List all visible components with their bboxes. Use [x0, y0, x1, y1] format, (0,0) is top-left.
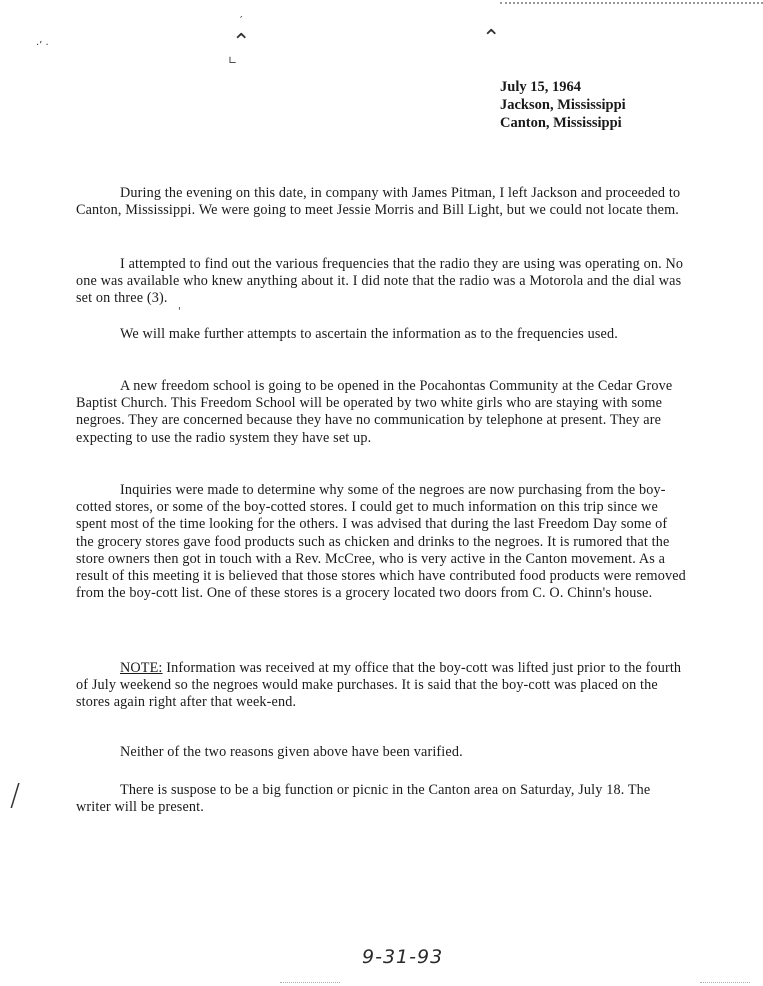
- note-paragraph: [76, 660, 688, 712]
- dateline: [500, 78, 626, 132]
- scan-mark-specks: ·’ ·: [36, 40, 49, 51]
- scan-mark-apostrophe: ': [178, 306, 181, 317]
- paragraph-2: I attempted to find out the various frequencies that the radio they are using was operating on. No one was available who knew anything about it. I did note that the radio was a Motorola and the dial was set on three (3).: [76, 256, 684, 307]
- scan-mark-slash: /: [10, 778, 21, 813]
- paragraph-1: During the evening on this date, in company with James Pitman, I left Jackson and proceeded to Canton, Mississippi. We were going to meet Jessie Morris and Bill Light, but we could not locate them.: [76, 185, 681, 219]
- scan-dots-bottom: [280, 982, 340, 983]
- note-label: NOTE:: [120, 660, 163, 676]
- paragraph-5: Inquiries were made to determine why some of the negroes are now purchasing from the boy-cotted stores, or some of the boy-cotted stores. I could get to much information on this trip since we spent most of the time looking for the others. I was advised that during the last Freedom Day some of the grocery stores gave food products such as chicken and drinks to the negroes. It is rumored that the store owners then got in touch with a Rev. McCree, who is very active in the Canton movement. As a result of this meeting it is believed that those stores which have contributed food products were removed from the boy-cott list. One of these stores is a grocery located two doors from C. O. Chinn's house.: [76, 482, 686, 602]
- paragraph-3: We will make further attempts to ascertain the information as to the frequencies used.: [120, 326, 618, 342]
- scan-mark-tick: ′: [240, 14, 243, 27]
- scan-mark-caret-right: ⌃: [482, 26, 501, 51]
- note-text: Information was received at my office that the boy-cott was lifted just prior to the fourth of July weekend so the negroes would make purchases. It is said that the boy-cott was placed on the stores again right after that week-end.: [76, 660, 682, 711]
- location-jackson: Jackson, Mississippi: [500, 97, 626, 113]
- closing-paragraph-1: Neither of the two reasons given above have been varified.: [120, 744, 463, 760]
- handwritten-file-number: 9-31-93: [362, 946, 444, 968]
- scan-dots-bottom-right: [700, 982, 750, 983]
- scan-dots-top: [500, 2, 763, 4]
- scan-mark-small: ∟: [228, 54, 238, 67]
- document-date: July 15, 1964: [500, 79, 581, 95]
- location-canton: Canton, Mississippi: [500, 115, 622, 131]
- paragraph-4: A new freedom school is going to be opened in the Pocahontas Community at the Cedar Grove Baptist Church. This Freedom School will be operated by two white girls who are staying with some negroes. They are concerned because they have no communication by telephone at present. They are expecting to use the radio system they have set up.: [76, 378, 673, 446]
- scan-mark-caret-left: ⌃: [232, 30, 251, 55]
- closing-paragraph-2: There is suspose to be a big function or picnic in the Canton area on Saturday, July 18. The writer will be present.: [76, 782, 651, 816]
